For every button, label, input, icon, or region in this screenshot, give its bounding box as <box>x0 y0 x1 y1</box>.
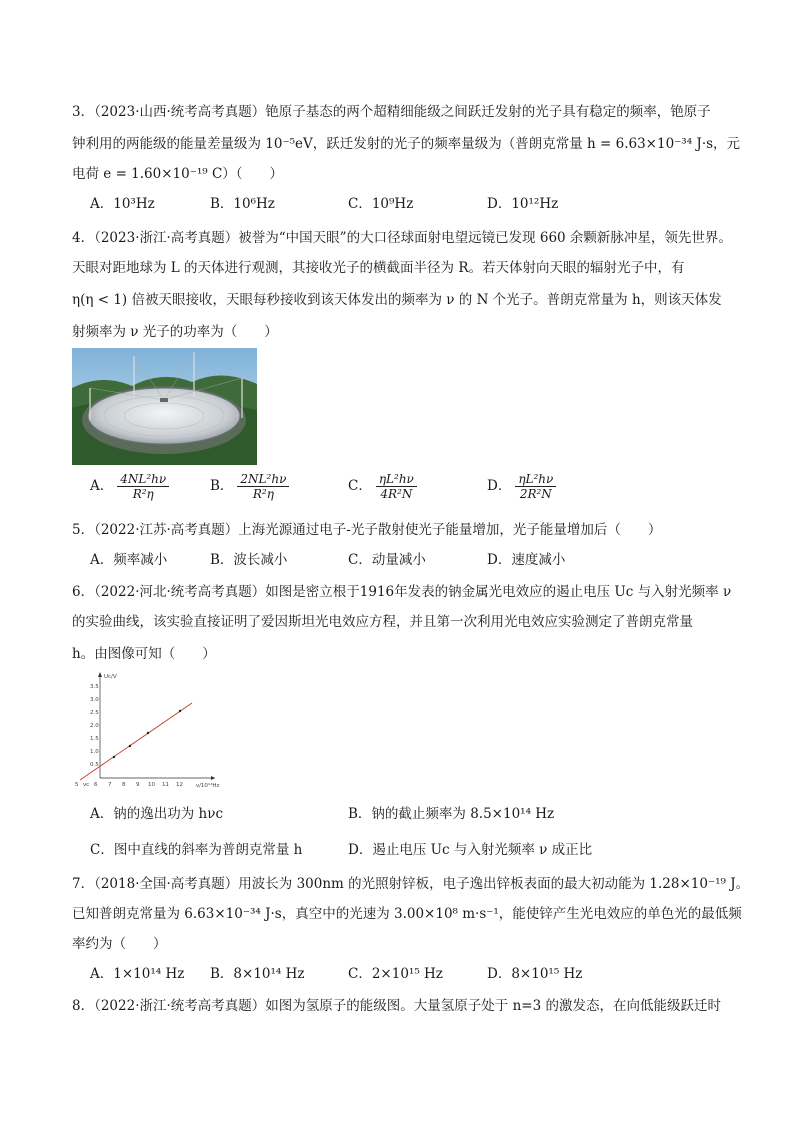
x-tick: 8 <box>122 782 126 788</box>
graph-y-label: Uc/V <box>104 674 117 680</box>
y-tick: 3.5 <box>90 684 99 690</box>
q4-option-c[interactable] <box>348 472 417 501</box>
q7-option-c[interactable]: C．2×10¹⁵ Hz <box>348 966 443 982</box>
q3-option-d[interactable]: D．10¹²Hz <box>487 196 559 212</box>
q6-option-a[interactable]: A．钠的逸出功为 hνc <box>90 806 224 822</box>
x-tick: 6 <box>94 782 98 788</box>
x-tick: 12 <box>176 782 183 788</box>
q4-option-d-denominator: 2R²N <box>519 487 552 501</box>
x-tick: 10 <box>148 782 155 788</box>
q4-option-d-numerator: ηL²hν <box>515 472 556 487</box>
q4-option-b-fraction <box>237 472 289 501</box>
q6-line2: 的实验曲线，该实验直接证明了爱因斯坦光电效应方程，并且第一次利用光电效应实验测定了普朗克常量 <box>72 614 693 630</box>
data-point <box>113 756 115 758</box>
x-tick: 11 <box>162 782 169 788</box>
x-tick: 9 <box>136 782 140 788</box>
q6-line3: h。由图像可知（ ） <box>72 646 216 662</box>
x-tick: 5 <box>75 782 79 788</box>
y-tick: 1.0 <box>90 749 99 755</box>
data-point <box>129 745 131 747</box>
q7-option-a[interactable]: A．1×10¹⁴ Hz <box>90 966 185 982</box>
q4-line1: 4．（2023·浙江·高考真题）被誉为“中国天眼”的大口径球面射电望远镜已发现 660 余颗新脉冲星，领先世界。 <box>72 230 732 246</box>
y-tick: 3.0 <box>90 697 99 703</box>
q4-line4: 射频率为 ν 光子的功率为（ ） <box>72 324 278 340</box>
q3-line2: 钟利用的两能级的能量差量级为 10⁻⁵eV，跃迁发射的光子的频率量级为（普朗克常量 h = 6.63×10⁻³⁴ J·s，元 <box>72 136 741 152</box>
y-tick: 1.5 <box>90 736 99 742</box>
q4-option-b-denominator: R²η <box>252 487 274 501</box>
q4-option-c-numerator: ηL²hν <box>376 472 417 487</box>
q4-option-c-label: C． <box>348 478 372 494</box>
graph-x-ticks <box>75 782 183 788</box>
data-point <box>179 710 181 712</box>
q7-line1: 7．（2018·全国·高考真题）用波长为 300nm 的光照射锌板，电子逸出锌板表面的最大初动能为 1.28×10⁻¹⁹ J。 <box>72 876 750 892</box>
q4-option-b[interactable] <box>210 472 289 501</box>
q6-line1: 6．（2022·河北·统考高考真题）如图是密立根于1916年发表的钠金属光电效应的遏止电压 Uc 与入射光频率 ν <box>72 584 732 600</box>
y-tick: 2.5 <box>90 710 99 716</box>
q4-option-c-fraction <box>376 472 417 501</box>
q3-option-b[interactable]: B．10⁶Hz <box>210 196 275 212</box>
q3-option-a[interactable]: A．10³Hz <box>90 196 155 212</box>
q8-line1: 8．（2022·浙江·统考高考真题）如图为氢原子的能级图。大量氢原子处于 n=3 的激发态，在向低能级跃迁时 <box>72 998 721 1014</box>
q7-line3: 率约为（ ） <box>72 936 167 952</box>
graph-x-label: ν/10¹⁴Hz <box>196 783 220 789</box>
q4-line2: 天眼对距地球为 L 的天体进行观测，其接收光子的横截面半径为 R。若天体射向天眼的辐射光子中，有 <box>72 260 685 276</box>
q4-option-a-label: A． <box>90 478 114 494</box>
y-tick: 0.5 <box>90 762 99 768</box>
fast-telescope-photo <box>72 348 257 465</box>
q6-option-d[interactable]: D．遏止电压 Uc 与入射光频率 ν 成正比 <box>348 842 593 858</box>
data-point <box>147 732 149 734</box>
q4-option-d-fraction <box>515 472 556 501</box>
q4-option-b-numerator: 2NL²hν <box>237 472 289 487</box>
q4-option-a-denominator: R²η <box>132 487 154 501</box>
q3-line1: 3．（2023·山西·统考高考真题）铯原子基态的两个超精细能级之间跃迁发射的光子具有稳定的频率，铯原子 <box>72 104 711 120</box>
q4-option-d[interactable] <box>487 472 556 501</box>
q6-option-c[interactable]: C．图中直线的斜率为普朗克常量 h <box>90 842 303 858</box>
q5-option-a[interactable]: A．频率减小 <box>90 552 168 568</box>
graph-y-ticks <box>90 684 99 768</box>
y-tick: 2.0 <box>90 723 99 729</box>
q4-option-a-fraction <box>117 472 169 501</box>
q3-line3: 电荷 e = 1.60×10⁻¹⁹ C）（ ） <box>72 166 284 182</box>
q7-line2: 已知普朗克常量为 6.63×10⁻³⁴ J·s，真空中的光速为 3.00×10⁸ m·s⁻¹，能使锌产生光电效应的单色光的最低频 <box>72 906 742 922</box>
q6-option-b[interactable]: B．钠的截止频率为 8.5×10¹⁴ Hz <box>348 806 555 822</box>
q4-option-a[interactable] <box>90 472 169 501</box>
q7-option-b[interactable]: B．8×10¹⁴ Hz <box>210 966 305 982</box>
q3-option-c[interactable]: C．10⁹Hz <box>348 196 414 212</box>
q5-option-b[interactable]: B．波长减小 <box>210 552 288 568</box>
q4-option-b-label: B． <box>210 478 234 494</box>
q5-option-d[interactable]: D．速度减小 <box>487 552 566 568</box>
q4-line3: η(η < 1) 倍被天眼接收，天眼每秒接收到该天体发出的频率为 ν 的 N 个光子。普朗克常量为 h，则该天体发 <box>72 292 722 308</box>
q4-option-d-label: D． <box>487 478 512 494</box>
q5-line1: 5．（2022·江苏·高考真题）上海光源通过电子-光子散射使光子能量增加，光子能量增加后（ ） <box>72 522 662 538</box>
x-tick: 7 <box>108 782 112 788</box>
q7-option-d[interactable]: D．8×10¹⁵ Hz <box>487 966 583 982</box>
uc-frequency-graph <box>70 668 220 790</box>
q4-option-c-denominator: 4R²N <box>380 487 413 501</box>
q5-option-c[interactable]: C．动量减小 <box>348 552 426 568</box>
x-tick: νc <box>83 782 90 788</box>
q4-option-a-numerator: 4NL²hν <box>117 472 169 487</box>
